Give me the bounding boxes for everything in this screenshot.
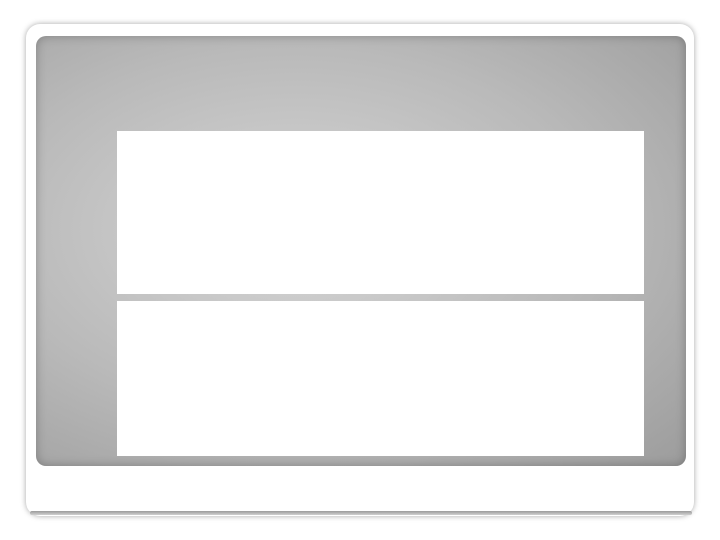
bottom-divider xyxy=(30,511,692,515)
ellipse-construction-figure-bottom xyxy=(117,301,644,456)
figure-top-drawing xyxy=(117,131,644,294)
figure-bottom-drawing xyxy=(117,301,644,456)
ellipse-construction-figure-top xyxy=(117,131,644,294)
